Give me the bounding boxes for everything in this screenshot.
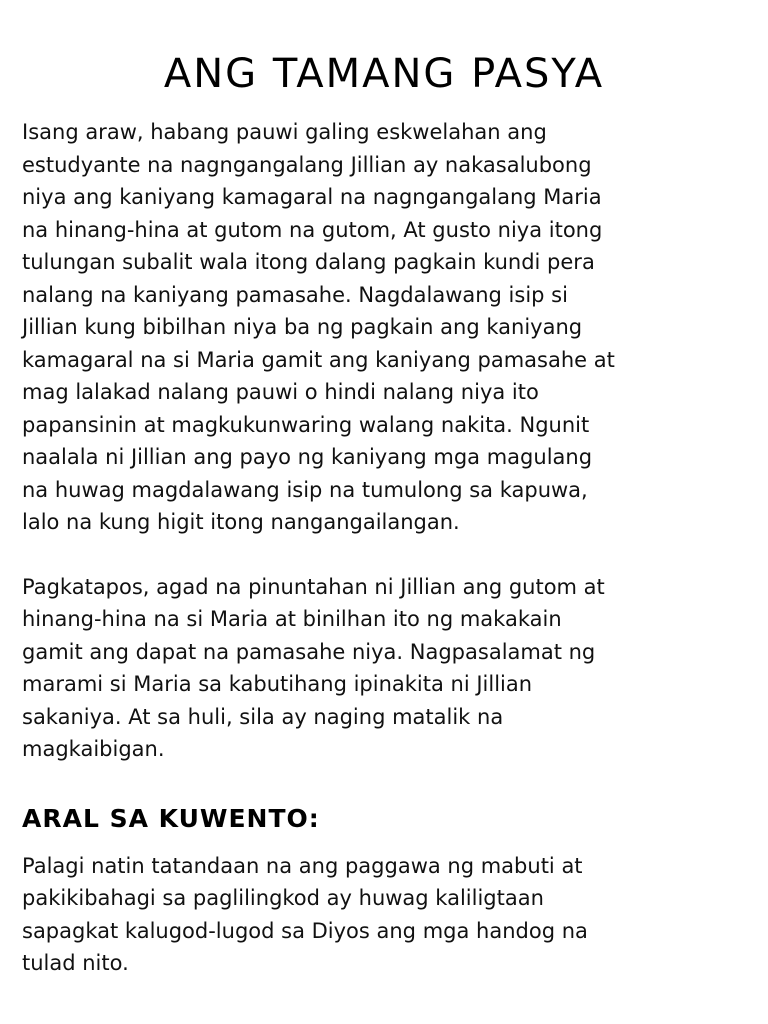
moral-heading: ARAL SA KUWENTO:	[22, 803, 320, 833]
story-paragraph-1: Isang araw, habang pauwi galing eskwelahan ang estudyante na nagngangalang Jillian ay nakasalubong niya ang kaniyang kamagaral na nagngangalang Maria na hinang-hina at gutom na gutom, At gusto niya itong tulungan subalit wala itong dalang pagkain kundi pera nalang na kaniyang pamasahe. Nagdalawang isip si Jillian kung bibilhan niya ba ng pagkain ang kaniyang kamagaral na si Maria gamit ang kaniyang pamasahe at mag lalakad nalang pauwi o hindi nalang niya ito papansinin at magkukunwaring walang nakita. Ngunit naalala ni Jillian ang payo ng kaniyang mga magulang na huwag magdalawang isip na tumulong sa kapuwa, lalo na kung higit itong nangangailangan.	[22, 120, 615, 534]
moral-paragraph: Palagi natin tatandaan na ang paggawa ng mabuti at pakikibahagi sa paglilingkod ay huwag kaliligtaan sapagkat kalugod-lugod sa Diyos ang mga handog na tulad nito.	[22, 853, 588, 975]
story-paragraph-2: Pagkatapos, agad na pinuntahan ni Jillian ang gutom at hinang-hina na si Maria at binilhan ito ng makakain gamit ang dapat na pamasahe niya. Nagpasalamat ng marami si Maria sa kabutihang ipinakita ni Jillian sakaniya. At sa huli, sila ay naging matalik na magkaibigan.	[22, 574, 605, 761]
story-title: ANG TAMANG PASYA	[163, 51, 605, 97]
